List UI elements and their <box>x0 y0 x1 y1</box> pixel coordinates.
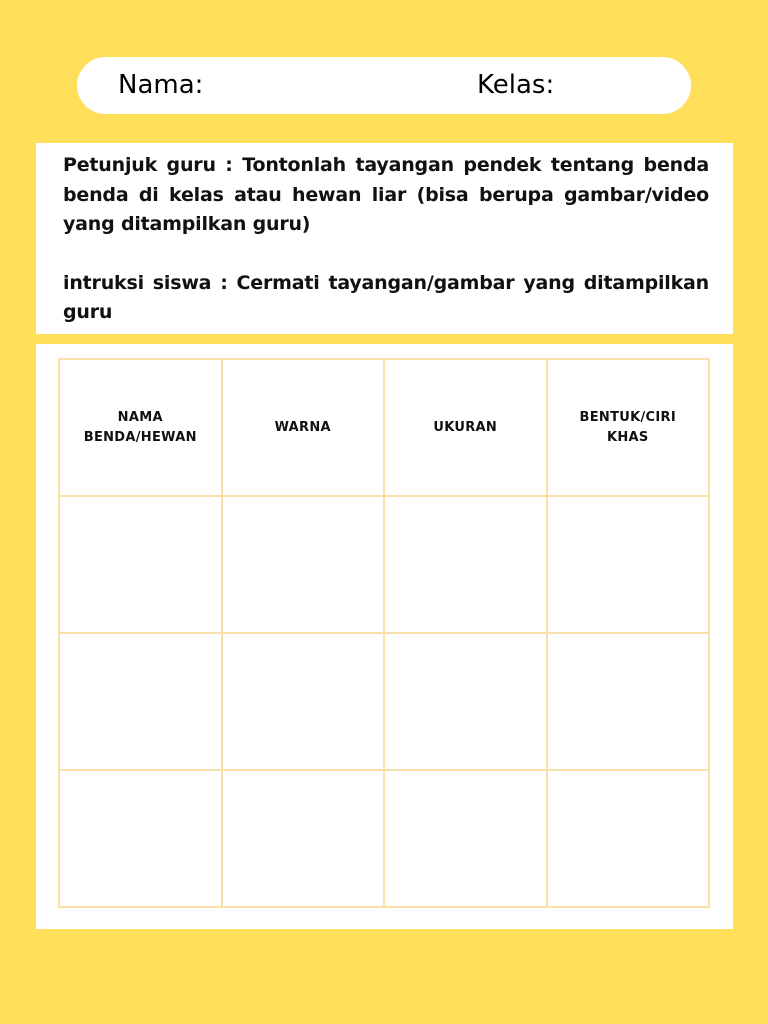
table-cell-shape[interactable] <box>547 770 710 907</box>
table-cell-name[interactable] <box>59 633 222 770</box>
table-cell-name[interactable] <box>59 496 222 633</box>
student-instruction: intruksi siswa : Cermati tayangan/gambar yang ditampilkan guru <box>63 271 709 323</box>
column-header-shape <box>547 359 710 496</box>
column-header-size-label: UKURAN <box>433 419 498 435</box>
table-header-row <box>59 359 709 496</box>
instructions-panel <box>36 143 733 334</box>
observation-table <box>58 358 710 908</box>
table-row <box>59 496 709 633</box>
table-cell-name[interactable] <box>59 770 222 907</box>
table-row <box>59 633 709 770</box>
table-cell-shape[interactable] <box>547 496 710 633</box>
table-cell-color[interactable] <box>222 633 385 770</box>
column-header-color <box>222 359 385 496</box>
table-panel <box>36 344 733 929</box>
table-cell-shape[interactable] <box>547 633 710 770</box>
teacher-instruction: Petunjuk guru : Tontonlah tayangan pendek tentang benda benda di kelas atau hewan liar (bisa berupa gambar/video yang ditampilkan guru) <box>63 154 709 235</box>
column-header-name-label: NAMA BENDA/HEWAN <box>83 409 197 445</box>
column-header-shape-label: BENTUK/CIRI KHAS <box>579 409 676 445</box>
table-cell-size[interactable] <box>384 633 547 770</box>
name-label: Nama: <box>118 70 204 100</box>
column-header-color-label: WARNA <box>274 419 331 435</box>
table-cell-size[interactable] <box>384 496 547 633</box>
table-cell-size[interactable] <box>384 770 547 907</box>
table-cell-color[interactable] <box>222 496 385 633</box>
class-label: Kelas: <box>477 70 555 100</box>
column-header-name <box>59 359 222 496</box>
column-header-size <box>384 359 547 496</box>
table-cell-color[interactable] <box>222 770 385 907</box>
student-info-bar <box>77 57 691 114</box>
table-row <box>59 770 709 907</box>
